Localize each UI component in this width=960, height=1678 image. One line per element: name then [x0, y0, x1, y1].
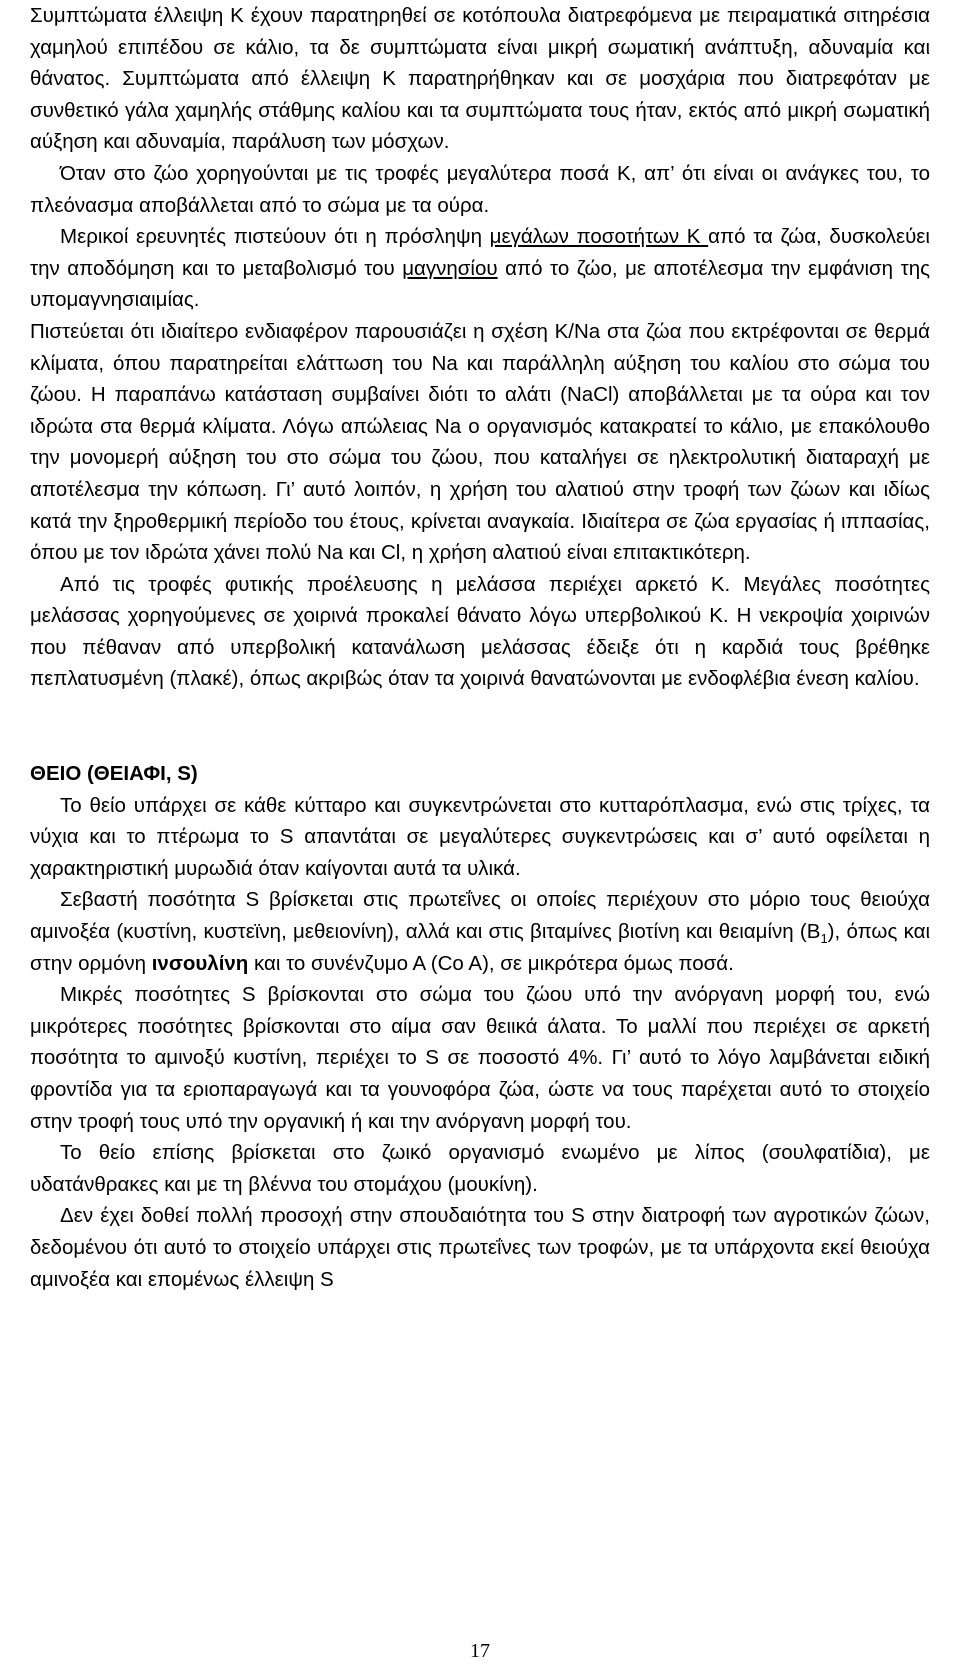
text-run: από τα ζώα, δυσκολεύει την αποδόμηση και το μεταβολισμό του	[30, 225, 930, 280]
text-run: Μερικοί ερευνητές πιστεύουν ότι η πρόσληψη	[60, 225, 490, 249]
paragraph: Συμπτώματα έλλειψη Κ έχουν παρατηρηθεί σε κοτόπουλα διατρεφόμενα με πειραματικά σιτηρέσια χαμηλού επιπέδου σε κάλιο, τα δε συμπτώματα είναι μικρή σωματική ανάπτυξη, αδυναμία και θάνατος. Συμπτώματα από έλλειψη Κ παρατηρήθηκαν και σε μοσχάρια που διατρεφόταν με συνθετικό γάλα χαμηλής στάθμης καλίου και τα συμπτώματα τους ήταν, εκτός από μικρή σωματική αύξηση και αδυναμία, παράλυση των μόσχων.	[30, 4, 930, 154]
text-run: και το συνένζυμο Α (Co A), σε μικρότερα όμως ποσά.	[248, 951, 734, 975]
paragraph: Το θείο υπάρχει σε κάθε κύτταρο και συγκεντρώνεται στο κυτταρόπλασμα, ενώ στις τρίχες, τα νύχια και το πτέρωμα το S απαντάται σε μεγαλύτερες συγκεντρώσεις και σ’ αυτό οφείλεται η χαρακτηριστική μυρωδιά όταν καίγονται αυτά τα υλικά.	[30, 793, 930, 880]
text-run: Σεβαστή ποσότητα S βρίσκεται στις πρωτεΐνες οι οποίες περιέχουν στο μόριο τους θειούχα αμινοξέα (κυστίνη, κυστεϊνη, μεθειονίνη), αλλά και στις βιταμίνες βιοτίνη και θειαμίνη (Β	[30, 888, 930, 944]
section-heading: ΘΕΙΟ (ΘΕΙΑΦΙ, S)	[30, 762, 198, 786]
bold-term: ινσουλίνη	[151, 951, 249, 975]
underlined-text: μεγάλων ποσοτήτων Κ	[489, 225, 709, 249]
paragraph: Όταν στο ζώο χορηγούνται με τις τροφές μεγαλύτερα ποσά Κ, απ’ ότι είναι οι ανάγκες του, το πλεόνασμα αποβάλλεται από το σώμα με τα ούρα.	[30, 161, 930, 217]
paragraph: Μικρές ποσότητες S βρίσκονται στο σώμα του ζώου υπό την ανόργανη μορφή του, ενώ μικρότερες ποσότητες βρίσκονται στο αίμα σαν θειικά άλατα. Το μαλλί που περιέχει σε αρκετή ποσότητα το αμινοξύ κυστίνη, περιέχει το S σε ποσοστό 4%. Γι’ αυτό το λόγο λαμβάνεται ειδική φροντίδα για τα εριοπαραγωγά και τα γουνοφόρα ζώα, ώστε να τους παρέχεται αυτό το στοιχείο στην τροφή τους υπό την οργανική ή και την ανόργανη μορφή του.	[30, 983, 930, 1133]
paragraph: Το θείο επίσης βρίσκεται στο ζωικό οργανισμό ενωμένο με λίπος (σουλφατίδια), με υδατάνθρακες και με τη βλέννα του στομάχου (μουκίνη).	[30, 1141, 930, 1196]
paragraph	[30, 221, 930, 316]
text-run: από το ζώο, με αποτέλεσμα την εμφάνιση της υπομαγνησιαιμίας.	[30, 256, 930, 312]
page-number: 17	[470, 1640, 490, 1662]
text-run: ), όπως και στην ορμόνη	[30, 920, 930, 975]
paragraph: Δεν έχει δοθεί πολλή προσοχή στην σπουδαιότητα του S στην διατροφή των αγροτικών ζώων, δεδομένου ότι αυτό το στοιχείο υπάρχει στις πρωτεΐνες των τροφών, με τα υπάρχοντα εκεί θειούχα αμινοξέα και επομένως έλλειψη S	[30, 1204, 930, 1291]
document-page	[30, 0, 930, 1295]
paragraph	[30, 884, 930, 979]
section-spacer	[30, 695, 930, 758]
subscript: 1	[820, 931, 828, 947]
paragraph: Από τις τροφές φυτικής προέλευσης η μελάσσα περιέχει αρκετό Κ. Μεγάλες ποσότητες μελάσσας χορηγούμενες σε χοιρινά προκαλεί θάνατο λόγω υπερβολικού Κ. Η νεκροψία χοιρινών που πέθαναν από υπερβολική κατανάλωση μελάσσας έδειξε ότι η καρδιά τους βρέθηκε πεπλατυσμένη (πλακέ), όπως ακριβώς όταν τα χοιρινά θανατώνονται με ενδοφλέβια ένεση καλίου.	[30, 572, 930, 691]
underlined-text: μαγνησίου	[402, 256, 498, 280]
paragraph: Πιστεύεται ότι ιδιαίτερο ενδιαφέρον παρουσιάζει η σχέση Κ/Na στα ζώα που εκτρέφονται σε θερμά κλίματα, όπου παρατηρείται ελάττωση του Na και παράλληλη αύξηση του καλίου στο σώμα του ζώου. Η παραπάνω κατάσταση συμβαίνει διότι το αλάτι (NaCl) αποβάλλεται με τα ούρα και τον ιδρώτα στα θερμά κλίματα. Λόγω απώλειας Na ο οργανισμός κατακρατεί το κάλιο, με επακόλουθο την μονομερή αύξηση του στο σώμα του ζώου, που καταλήγει σε ηλεκτρολυτική διαταραχή με αποτέλεσμα την κόπωση. Γι’ αυτό λοιπόν, η χρήση του αλατιού στην τροφή των ζώων και ιδίως κατά την ξηροθερμική περίοδο του έτους, κρίνεται αναγκαία. Ιδιαίτερα σε ζώα εργασίας ή ιππασίας, όπου με τον ιδρώτα χάνει πολύ Na και Cl, η χρήση αλατιού είναι επιτακτικότερη.	[30, 319, 930, 565]
